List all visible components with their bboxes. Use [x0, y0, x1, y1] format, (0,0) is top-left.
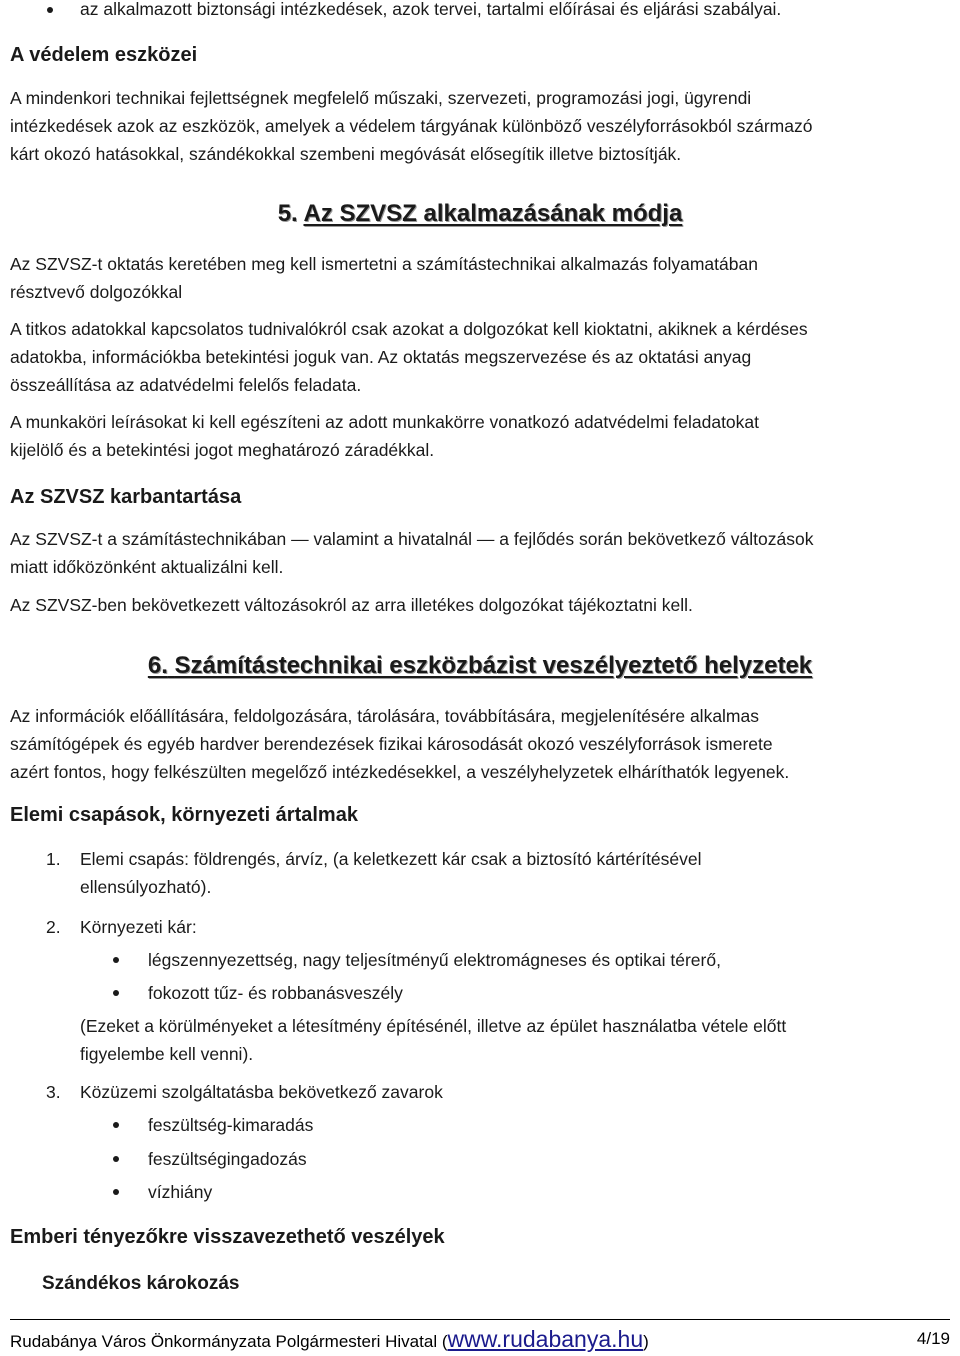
- item-2-bullet-2: fokozott tűz- és robbanásveszély: [148, 983, 403, 1003]
- item-1-l1: Elemi csapás: földrengés, árvíz, (a keletkezett kár csak a biztosító kártérítésével: [80, 849, 702, 869]
- emberi-heading: Emberi tényezőkre visszavezethető veszélyek: [10, 1226, 445, 1248]
- bullet-dot: [113, 990, 119, 996]
- vedelem-heading: A védelem eszközei: [10, 44, 198, 66]
- item-2-note-l2: figyelembe kell venni).: [80, 1044, 254, 1064]
- item-2-l1: Környezeti kár:: [80, 917, 197, 937]
- section-6-title-label: Számítástechnikai eszközbázist veszélyeztető helyzetek: [174, 652, 813, 679]
- footer-divider: [10, 1319, 950, 1320]
- s5-p1-l2: résztvevő dolgozókkal: [10, 282, 183, 302]
- s5-p1-l1: Az SZVSZ-t oktatás keretében meg kell ismertetni a számítástechnikai alkalmazás folyamatában: [10, 254, 758, 274]
- item-3-bullet-1: feszültség-kimaradás: [148, 1115, 314, 1135]
- s6-p1-l2: számítógépek és egyéb hardver berendezések fizikai károsodását okozó veszélyforrások ismerete: [10, 734, 773, 754]
- bullet-dot: [113, 1122, 119, 1128]
- bullet-dot: [113, 1189, 119, 1195]
- s5-p3-l2: kijelölő és a betekintési jogot meghatározó záradékkal.: [10, 440, 435, 460]
- item-2-bullet-1: légszennyezettség, nagy teljesítményű elektromágneses és optikai térerő,: [148, 950, 721, 970]
- karb-p1-l1: Az SZVSZ-t a számítástechnikában — valamint a hivatalnál — a fejlődés során bekövetkező változások: [10, 529, 814, 549]
- karbantartas-heading: Az SZVSZ karbantartása: [10, 486, 242, 508]
- vedelem-line-2: intézkedések azok az eszközök, amelyek a védelem tárgyának különböző veszélyforrásokból származó: [10, 116, 813, 136]
- item-3-bullet-3: vízhiány: [148, 1182, 213, 1202]
- section-6-title: [0, 652, 960, 680]
- list-number-1: 1.: [46, 849, 61, 869]
- section-5-title: [0, 200, 960, 228]
- item-2-note-l1: (Ezeket a körülményeket a létesítmény építésénél, illetve az épület használatba vétele előtt: [80, 1016, 787, 1036]
- footer: [10, 1325, 950, 1356]
- footer-text: Rudabánya Város Önkormányzata Polgármesteri Hivatal (: [10, 1332, 448, 1351]
- item-3-l1: Közüzemi szolgáltatásba bekövetkező zavarok: [80, 1082, 443, 1102]
- s6-p1-l1: Az információk előállítására, feldolgozására, tárolására, továbbítására, megjelenítésére alkalmas: [10, 706, 759, 726]
- top-bullet-text: az alkalmazott biztonsági intézkedések, azok tervei, tartalmi előírásai és eljárási szabályai.: [80, 0, 782, 19]
- footer-url-link[interactable]: www.rudabanya.hu: [447, 1326, 644, 1352]
- section-5-number: 5.: [277, 200, 298, 227]
- vedelem-line-1: A mindenkori technikai fejlettségnek megfelelő műszaki, szervezeti, programozási jogi, ügyrendi: [10, 88, 752, 108]
- emberi-subheading: Szándékos károkozás: [42, 1273, 240, 1294]
- page-number: 4/19: [916, 1329, 950, 1348]
- s5-p3-l1: A munkaköri leírásokat ki kell egészíteni az adott munkakörre vonatkozó adatvédelmi feladatokat: [10, 412, 760, 432]
- item-1-l2: ellensúlyozható).: [80, 877, 212, 897]
- bullet-dot: [47, 7, 53, 13]
- item-3-bullet-2: feszültségingadozás: [148, 1149, 307, 1169]
- section-6-number: 6.: [147, 652, 168, 679]
- elemi-heading: Elemi csapások, környezeti ártalmak: [10, 804, 358, 826]
- section-6-title-text: [148, 652, 812, 679]
- bullet-dot: [113, 1156, 119, 1162]
- bullet-dot: [113, 957, 119, 963]
- s5-p2-l2: adatokba, információkba betekintési joguk van. Az oktatás megszervezése és az oktatási anyag: [10, 347, 752, 367]
- s5-p2-l1: A titkos adatokkal kapcsolatos tudnivalókról csak azokat a dolgozókat kell kioktatni, akiknek a kérdéses: [10, 319, 808, 339]
- karb-p1-l2: miatt időközönként aktualizálni kell.: [10, 557, 284, 577]
- list-number-3: 3.: [46, 1082, 61, 1102]
- s5-p2-l3: összeállítása az adatvédelmi felelős feladata.: [10, 375, 362, 395]
- list-number-2: 2.: [46, 917, 61, 937]
- section-5-title-text: Az SZVSZ alkalmazásának módja: [303, 200, 683, 227]
- s6-p1-l3: azért fontos, hogy felkészülten megelőző intézkedésekkel, a veszélyhelyzetek elháríthatók legyenek.: [10, 762, 790, 782]
- footer-text-end: ): [643, 1332, 649, 1351]
- vedelem-line-3: kárt okozó hatásokkal, szándékokkal szembeni megóvását elősegítik illetve biztosítják.: [10, 144, 682, 164]
- karb-p2: Az SZVSZ-ben bekövetkezett változásokról az arra illetékes dolgozókat tájékoztatni kell.: [10, 595, 693, 615]
